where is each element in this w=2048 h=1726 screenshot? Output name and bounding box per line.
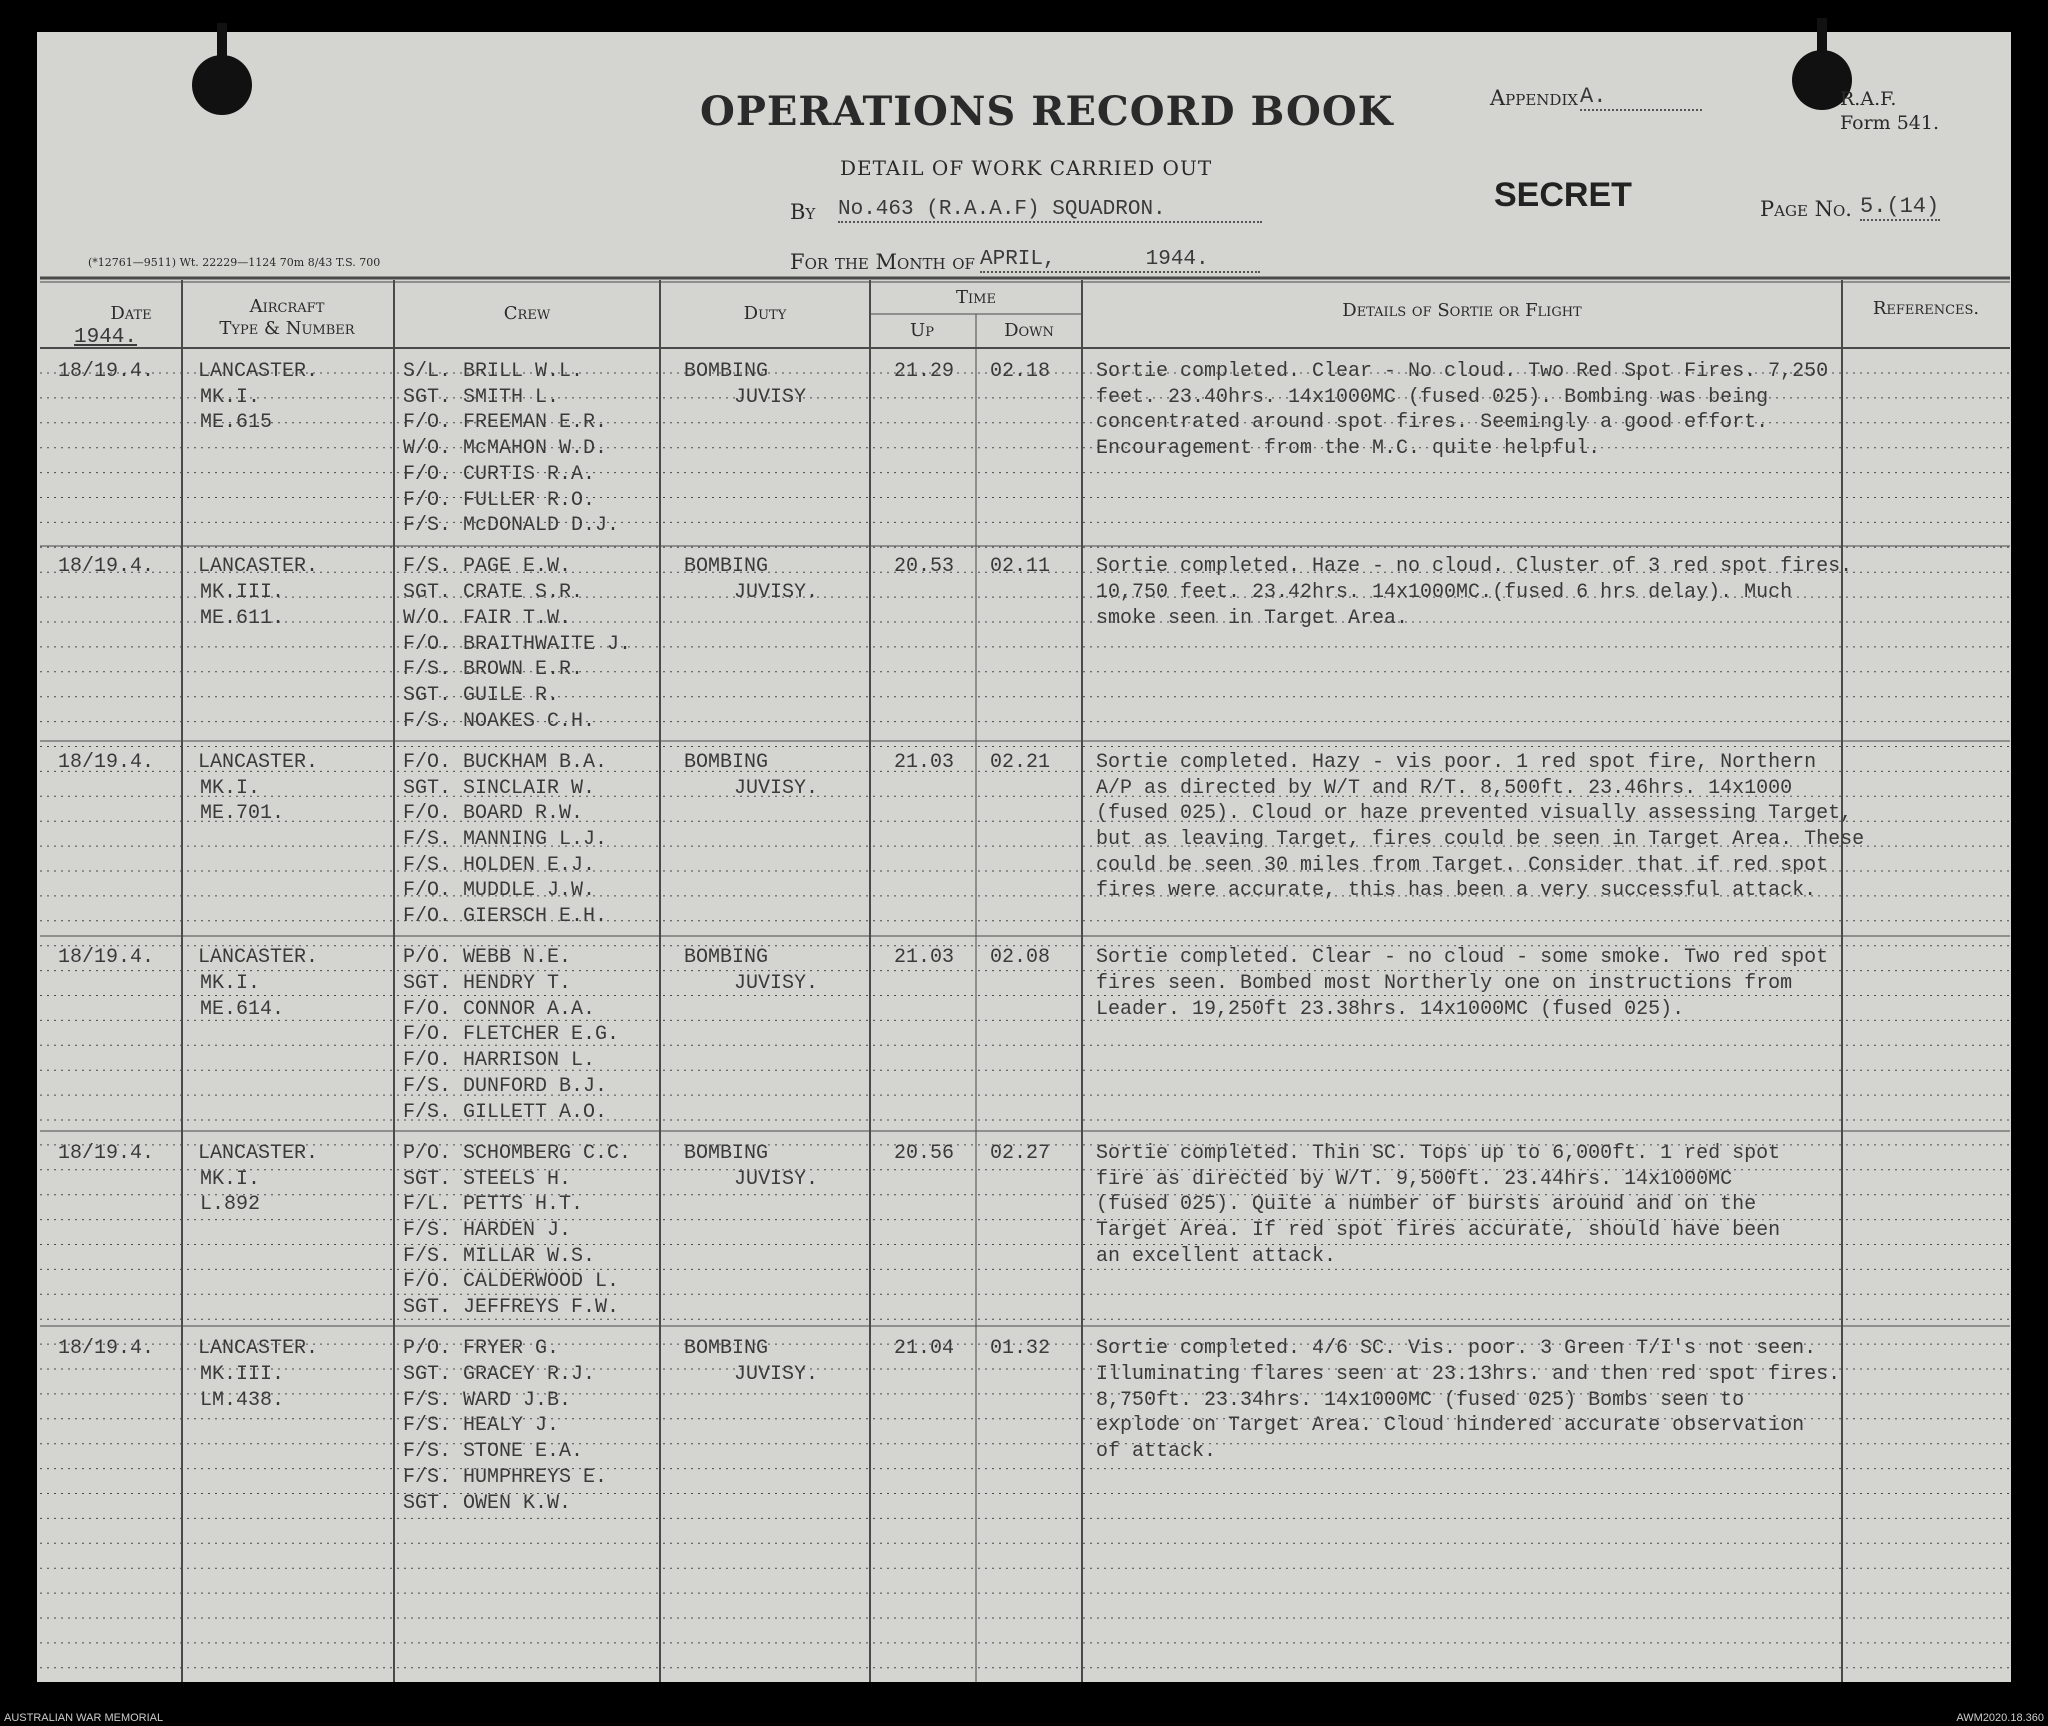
crew-member: SGT. GUILE R. — [403, 683, 560, 707]
column-aircraft: Aircraft — [249, 296, 325, 317]
entry-date: 18/19.4. — [58, 555, 155, 579]
crew-member: F/L. PETTS H.T. — [403, 1193, 584, 1217]
entry-aircraft-line: MK.I. — [200, 776, 261, 800]
crew-member: F/O. CURTIS R.A. — [403, 462, 596, 486]
column-date-year: 1944. — [74, 326, 138, 349]
crew-member: F/O. FREEMAN E.R. — [403, 411, 608, 435]
crew-member: F/S. HOLDEN E.J. — [403, 853, 596, 877]
column-down: Down — [1004, 320, 1054, 341]
crew-member: F/S. STONE E.A. — [403, 1440, 584, 1464]
entry-aircraft-line: MK.I. — [200, 1167, 261, 1191]
entry-details-line: fires seen. Bombed most Northerly one on instructions from — [1096, 972, 1793, 996]
crew-member: F/S. NOAKES C.H. — [403, 709, 596, 733]
page-subtitle: DETAIL OF WORK CARRIED OUT — [840, 156, 1213, 180]
entry-aircraft-line: LANCASTER. — [198, 1141, 319, 1165]
page-number-value: 5.(14) — [1860, 194, 1940, 219]
entry-duty-line: JUVISY. — [734, 1363, 819, 1387]
crew-member: SGT. STEELS H. — [403, 1167, 572, 1191]
year-value: 1944. — [1145, 248, 1209, 271]
entry-details-line: an excellent attack. — [1096, 1244, 1337, 1268]
crew-member: F/S. GILLETT A.O. — [403, 1100, 608, 1124]
month-label: For the Month of — [790, 250, 975, 274]
crew-member: F/S. DUNFORD B.J. — [403, 1074, 608, 1098]
crew-member: W/O. FAIR T.W. — [403, 606, 572, 630]
entry-time-up: 21.03 — [894, 946, 955, 970]
form-line-1: R.A.F. — [1840, 88, 1897, 110]
crew-member: F/S. HUMPHREYS E. — [403, 1465, 608, 1489]
entry-aircraft-line: LANCASTER. — [198, 946, 319, 970]
entry-date: 18/19.4. — [58, 946, 155, 970]
crew-member: F/O. HARRISON L. — [403, 1049, 596, 1073]
entry-details-line: Sortie completed. Clear - no cloud - some smoke. Two red spot — [1096, 946, 1829, 970]
entry-time-up: 21.29 — [894, 360, 955, 383]
entry-duty-line: BOMBING — [684, 946, 769, 970]
entry-details-line: fire as directed by W/T. 9,500ft. 23.44hrs. 14x1000MC — [1096, 1167, 1733, 1191]
crew-member: SGT. JEFFREYS F.W. — [403, 1296, 620, 1320]
month-value — [980, 248, 1260, 273]
column-time: Time — [956, 287, 996, 308]
footer-source: AUSTRALIAN WAR MEMORIAL — [4, 1712, 164, 1724]
crew-member: SGT. GRACEY R.J. — [403, 1363, 596, 1387]
entry-aircraft-line: MK.III. — [200, 581, 285, 605]
entry-details-line: Sortie completed. 4/6 SC. Vis. poor. 3 Green T/I's not seen. — [1096, 1337, 1817, 1361]
crew-member: F/S. HARDEN J. — [403, 1218, 572, 1242]
entry-aircraft-line: MK.III. — [200, 1363, 285, 1387]
crew-member: F/O. BRAITHWAITE J. — [403, 632, 632, 656]
entry-details-line: concentrated around spot fires. Seemingly a good effort. — [1096, 411, 1769, 435]
entry-details-line: A/P as directed by W/T and R/T. 8,500ft. 23.46hrs. 14x1000 — [1096, 776, 1793, 800]
crew-member: F/O. MUDDLE J.W. — [403, 879, 596, 903]
crew-member: SGT. SMITH L. — [403, 385, 560, 409]
column-references: References. — [1872, 298, 1980, 319]
print-code: (*12761—9511) Wt. 22229—1124 70m 8/43 T.S. 700 — [88, 256, 381, 269]
entry-aircraft-line: LANCASTER. — [198, 360, 319, 383]
column-duty: Duty — [743, 303, 787, 324]
by-label: By — [790, 200, 816, 224]
entry-details-line: Sortie completed. Haze - no cloud. Cluster of 3 red spot fires. — [1096, 555, 1853, 579]
entry-duty-line: JUVISY. — [734, 1167, 819, 1191]
crew-member: SGT. SINCLAIR W. — [403, 776, 596, 800]
column-crew: Crew — [503, 303, 551, 324]
entry-date: 18/19.4. — [58, 360, 155, 383]
entry-aircraft-line: ME.614. — [200, 997, 285, 1021]
appendix-label: Appendix — [1490, 86, 1579, 110]
entry-time-up: 21.03 — [894, 750, 955, 774]
entry-duty-line: BOMBING — [684, 360, 769, 383]
crew-member: F/O. GIERSCH E.H. — [403, 905, 608, 929]
entry-details-line: Sortie completed. Hazy - vis poor. 1 red spot fire, Northern — [1096, 750, 1817, 774]
secret-stamp: SECRET — [1494, 176, 1632, 214]
entry-details-line: Illuminating flares seen at 23.13hrs. and then red spot fires. — [1096, 1363, 1841, 1387]
crew-member: SGT. CRATE S.R. — [403, 581, 584, 605]
entry-duty-line: BOMBING — [684, 750, 769, 774]
entry-time-down: 02.18 — [990, 360, 1051, 383]
column-up: Up — [910, 320, 934, 341]
entry-aircraft-line: MK.I. — [200, 385, 261, 409]
entry-details-line: smoke seen in Target Area. — [1096, 606, 1409, 630]
entry-details-line: of attack. — [1096, 1440, 1217, 1464]
entry-details-line: 8,750ft. 23.34hrs. 14x1000MC (fused 025) Bombs seen to — [1096, 1388, 1745, 1412]
crew-member: F/S. MILLAR W.S. — [403, 1244, 596, 1268]
entry-details-line: Leader. 19,250ft 23.38hrs. 14x1000MC (fused 025). — [1096, 997, 1685, 1021]
crew-member: F/O. BOARD R.W. — [403, 802, 584, 826]
entry-details-line: fires were accurate, this has been a very successful attack. — [1096, 879, 1817, 903]
footer-accession: AWM2020.18.360 — [1956, 1712, 2044, 1724]
entry-time-down: 02.08 — [990, 946, 1051, 970]
appendix-value: A. — [1580, 84, 1702, 111]
column-details: Details of Sortie or Flight — [1342, 300, 1582, 321]
entry-duty-line: JUVISY. — [734, 776, 819, 800]
entry-time-up: 21.04 — [894, 1337, 955, 1361]
crew-member: S/L. BRILL W.L. — [403, 360, 584, 383]
entry-aircraft-line: L.892 — [200, 1193, 261, 1217]
entry-details-line: Encouragement from the M.C. quite helpful. — [1096, 437, 1601, 461]
crew-member: F/S. McDONALD D.J. — [403, 514, 620, 538]
crew-member: SGT. OWEN K.W. — [403, 1491, 572, 1515]
entry-aircraft-line: ME.701. — [200, 802, 285, 826]
entry-details-line: but as leaving Target, fires could be seen in Target Area. These — [1096, 828, 1865, 852]
crew-member: SGT. HENDRY T. — [403, 972, 572, 996]
entry-time-down: 01.32 — [990, 1337, 1051, 1361]
entry-time-down: 02.27 — [990, 1141, 1051, 1165]
entry-aircraft-line: LANCASTER. — [198, 750, 319, 774]
column-aircraft-type: Type & Number — [219, 318, 355, 339]
crew-member: F/S. HEALY J. — [403, 1414, 560, 1438]
entry-time-up: 20.56 — [894, 1141, 955, 1165]
entry-duty-line: BOMBING — [684, 1337, 769, 1361]
squadron-name: No.463 (R.A.A.F) SQUADRON. — [838, 198, 1262, 223]
month-name: APRIL, — [980, 248, 1056, 271]
entry-duty-line: BOMBING — [684, 555, 769, 579]
entry-details-line: (fused 025). Cloud or haze prevented visually assessing Target, — [1096, 802, 1853, 826]
entry-aircraft-line: LANCASTER. — [198, 555, 319, 579]
form-line-2: Form 541. — [1840, 112, 1940, 134]
entry-details-line: 10,750 feet. 23.42hrs. 14x1000MC.(fused 6 hrs delay). Much — [1096, 581, 1793, 605]
entry-aircraft-line: ME.611. — [200, 606, 285, 630]
crew-member: P/O. FRYER G. — [403, 1337, 560, 1361]
crew-member: F/S. WARD J.B. — [403, 1388, 572, 1412]
page-title: OPERATIONS RECORD BOOK — [700, 88, 1394, 135]
entry-date: 18/19.4. — [58, 1337, 155, 1361]
crew-member: F/O. FLETCHER E.G. — [403, 1023, 620, 1047]
entry-aircraft-line: ME.615 — [200, 411, 273, 435]
crew-member: F/O. BUCKHAM B.A. — [403, 750, 608, 774]
page-number-label: Page No. — [1760, 197, 1852, 221]
entry-details-line: explode on Target Area. Cloud hindered accurate observation — [1096, 1414, 1805, 1438]
crew-member: F/S. PAGE E.W. — [403, 555, 572, 579]
entry-details-line: feet. 23.40hrs. 14x1000MC (fused 025). Bombing was being — [1096, 385, 1769, 409]
entry-time-up: 20.53 — [894, 555, 955, 579]
entry-duty-line: JUVISY. — [734, 581, 819, 605]
crew-member: F/O. CALDERWOOD L. — [403, 1270, 620, 1294]
column-date: Date — [110, 303, 152, 324]
entry-date: 18/19.4. — [58, 1141, 155, 1165]
entry-aircraft-line: LM.438. — [200, 1388, 285, 1412]
entry-date: 18/19.4. — [58, 750, 155, 774]
entry-duty-line: JUVISY. — [734, 972, 819, 996]
crew-member: F/S. MANNING L.J. — [403, 828, 608, 852]
entry-details-line: Sortie completed. Clear - No cloud. Two Red Spot Fires. 7,250 — [1096, 360, 1829, 383]
entry-details-line: (fused 025). Quite a number of bursts around and on the — [1096, 1193, 1757, 1217]
entry-details-line: could be seen 30 miles from Target. Consider that if red spot — [1096, 853, 1829, 877]
crew-member: F/S. BROWN E.R. — [403, 658, 584, 682]
entry-details-line: Target Area. If red spot fires accurate, should have been — [1096, 1218, 1781, 1242]
crew-member: P/O. SCHOMBERG C.C. — [403, 1141, 632, 1165]
entry-details-line: Sortie completed. Thin SC. Tops up to 6,000ft. 1 red spot — [1096, 1141, 1781, 1165]
entry-duty-line: JUVISY — [734, 385, 807, 409]
crew-member: F/O. CONNOR A.A. — [403, 997, 596, 1021]
entry-aircraft-line: LANCASTER. — [198, 1337, 319, 1361]
entry-time-down: 02.21 — [990, 750, 1051, 774]
entry-time-down: 02.11 — [990, 555, 1051, 579]
crew-member: F/O. FULLER R.O. — [403, 488, 596, 512]
crew-member: W/O. McMAHON W.D. — [403, 437, 608, 461]
entry-duty-line: BOMBING — [684, 1141, 769, 1165]
entry-aircraft-line: MK.I. — [200, 972, 261, 996]
crew-member: P/O. WEBB N.E. — [403, 946, 572, 970]
